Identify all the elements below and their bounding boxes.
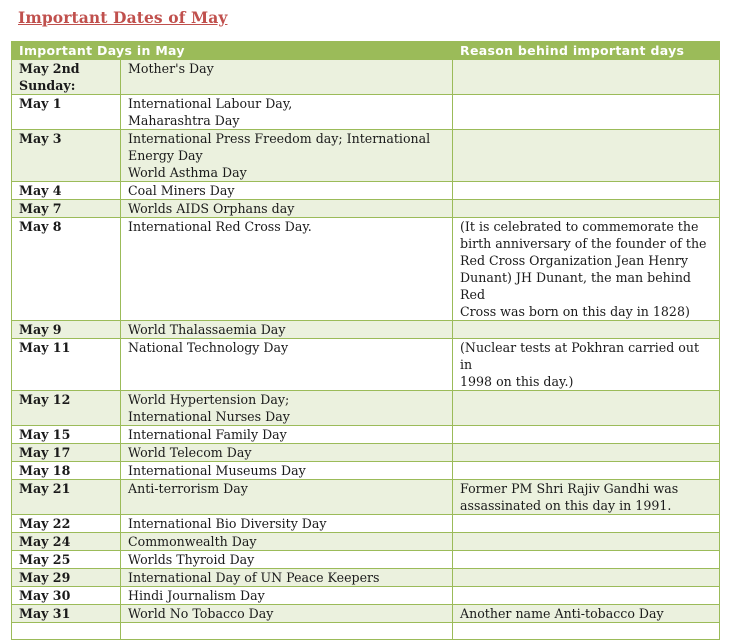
date-cell: May 9 xyxy=(12,321,121,339)
date-cell: May 22 xyxy=(12,515,121,533)
reason-cell xyxy=(453,95,720,130)
reason-cell xyxy=(453,60,720,95)
reason-cell: (It is celebrated to commemorate the birth anniversary of the founder of the Red Cross Organization Jean Henry Dunant) JH Dunant, the man behind Red Cross was born on this day in 1828) xyxy=(453,218,720,321)
reason-cell xyxy=(453,515,720,533)
event-cell: Commonwealth Day xyxy=(121,533,453,551)
empty-table-row xyxy=(12,623,720,640)
table-row xyxy=(12,130,720,182)
table-row xyxy=(12,95,720,130)
table-row xyxy=(12,605,720,623)
date-cell: May 12 xyxy=(12,391,121,426)
reason-cell: Another name Anti-tobacco Day xyxy=(453,605,720,623)
reason-cell xyxy=(453,533,720,551)
event-cell: National Technology Day xyxy=(121,339,453,391)
header-reason: Reason behind important days xyxy=(453,42,720,60)
event-cell: World Hypertension Day; International Nurses Day xyxy=(121,391,453,426)
reason-cell xyxy=(453,462,720,480)
table-row xyxy=(12,391,720,426)
date-cell: May 31 xyxy=(12,605,121,623)
table-row xyxy=(12,321,720,339)
reason-cell xyxy=(453,444,720,462)
date-cell: May 15 xyxy=(12,426,121,444)
reason-cell xyxy=(453,391,720,426)
event-cell: World No Tobacco Day xyxy=(121,605,453,623)
event-cell: Mother's Day xyxy=(121,60,453,95)
reason-cell xyxy=(453,551,720,569)
event-cell: International Museums Day xyxy=(121,462,453,480)
table-row xyxy=(12,462,720,480)
event-cell: International Press Freedom day; International Energy Day World Asthma Day xyxy=(121,130,453,182)
event-cell: Hindi Journalism Day xyxy=(121,587,453,605)
date-cell: May 24 xyxy=(12,533,121,551)
reason-cell xyxy=(453,426,720,444)
event-cell: International Bio Diversity Day xyxy=(121,515,453,533)
date-cell: May 3 xyxy=(12,130,121,182)
date-cell: May 30 xyxy=(12,587,121,605)
date-cell: May 4 xyxy=(12,182,121,200)
reason-cell xyxy=(453,587,720,605)
event-cell: Worlds Thyroid Day xyxy=(121,551,453,569)
event-cell: World Telecom Day xyxy=(121,444,453,462)
reason-cell xyxy=(453,130,720,182)
event-cell: Coal Miners Day xyxy=(121,182,453,200)
event-cell: Anti-terrorism Day xyxy=(121,480,453,515)
table-row xyxy=(12,587,720,605)
event-cell: International Labour Day, Maharashtra Day xyxy=(121,95,453,130)
empty-cell xyxy=(12,623,121,640)
table-row xyxy=(12,551,720,569)
reason-cell xyxy=(453,200,720,218)
table-row xyxy=(12,339,720,391)
table-row xyxy=(12,444,720,462)
date-cell: May 2nd Sunday: xyxy=(12,60,121,95)
important-dates-table xyxy=(11,41,720,640)
date-cell: May 11 xyxy=(12,339,121,391)
date-cell: May 8 xyxy=(12,218,121,321)
date-cell: May 21 xyxy=(12,480,121,515)
table-row xyxy=(12,569,720,587)
table-header-row xyxy=(12,42,720,60)
page-title: Important Dates of May xyxy=(18,8,228,27)
reason-cell: (Nuclear tests at Pokhran carried out in 1998 on this day.) xyxy=(453,339,720,391)
date-cell: May 1 xyxy=(12,95,121,130)
date-cell: May 17 xyxy=(12,444,121,462)
reason-cell xyxy=(453,569,720,587)
reason-cell xyxy=(453,321,720,339)
date-cell: May 29 xyxy=(12,569,121,587)
event-cell: Worlds AIDS Orphans day xyxy=(121,200,453,218)
header-important-days: Important Days in May xyxy=(12,42,453,60)
reason-cell: Former PM Shri Rajiv Gandhi was assassinated on this day in 1991. xyxy=(453,480,720,515)
table-row xyxy=(12,218,720,321)
event-cell: International Day of UN Peace Keepers xyxy=(121,569,453,587)
table-row xyxy=(12,200,720,218)
event-cell: International Red Cross Day. xyxy=(121,218,453,321)
table-row xyxy=(12,182,720,200)
table-row xyxy=(12,426,720,444)
table-row xyxy=(12,60,720,95)
date-cell: May 7 xyxy=(12,200,121,218)
date-cell: May 25 xyxy=(12,551,121,569)
empty-cell xyxy=(453,623,720,640)
event-cell: World Thalassaemia Day xyxy=(121,321,453,339)
table-row xyxy=(12,533,720,551)
date-cell: May 18 xyxy=(12,462,121,480)
empty-cell xyxy=(121,623,453,640)
event-cell: International Family Day xyxy=(121,426,453,444)
table-row xyxy=(12,480,720,515)
table-row xyxy=(12,515,720,533)
reason-cell xyxy=(453,182,720,200)
